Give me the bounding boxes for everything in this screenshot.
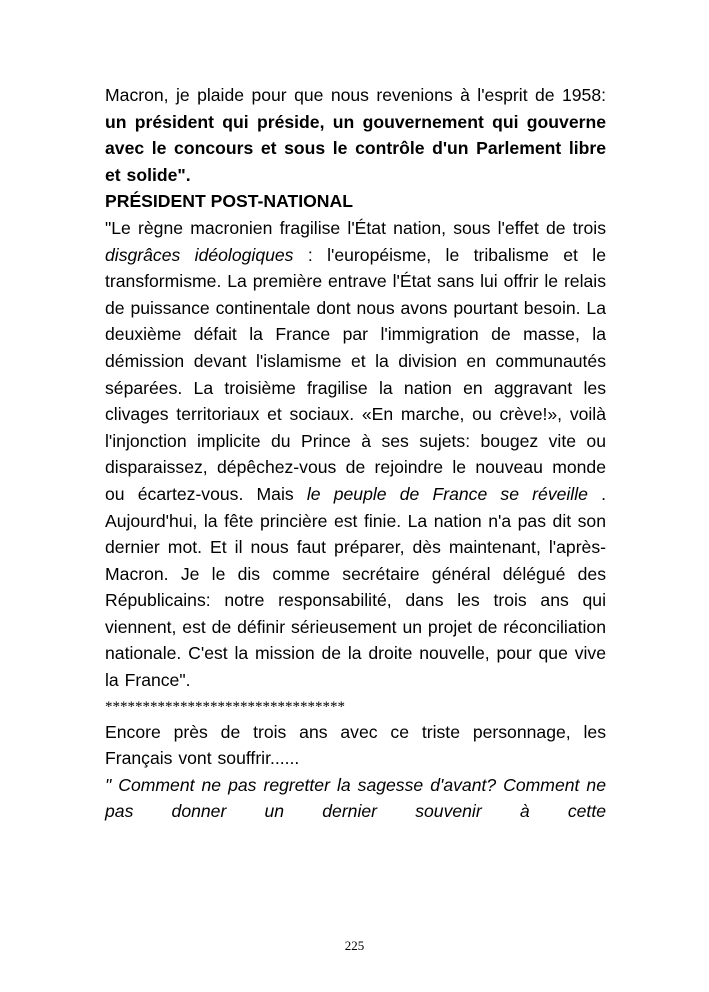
paragraph-commentary bbox=[105, 719, 606, 772]
text-segment: Macron, je plaide pour que nous revenions à l'esprit de 1958: bbox=[105, 85, 606, 105]
paragraph-opening bbox=[105, 82, 606, 188]
text-segment: Encore près de trois ans avec ce triste personnage, les Français vont souffrir...... bbox=[105, 721, 606, 769]
text-segment: " Comment ne pas regretter la sagesse d'avant? Comment ne pas donner un dernier souvenir à cette bbox=[105, 774, 606, 822]
text-segment: ******************************** bbox=[105, 698, 345, 715]
asterisk-separator bbox=[105, 696, 606, 719]
paragraph-italic-quote bbox=[105, 772, 606, 825]
text-segment: "Le règne macronien fragilise l'État nation, sous l'effet de trois bbox=[105, 217, 606, 238]
text-segment: un président qui préside, un gouvernement qui gouverne avec le concours et sous le contrôle d'un Parlement libre et solide". bbox=[105, 111, 606, 185]
text-segment: : l'européisme, le tribalisme et le transformisme. La première entrave l'État sans lui offrir le relais de puissance continentale dont nous avons pourtant besoin. La deuxième défait la France par l'immigration de masse, la démission devant l'islamisme et la division en communautés séparées. La troisième fragilise la nation en aggravant les clivages territoriaux et sociaux. «En marche, ou crève!», voilà l'injonction implicite du Prince à ses sujets: bougez vite ou disparaissez, dépêchez-vous de rejoindre le nouveau monde ou écartez-vous. Mais bbox=[105, 244, 606, 504]
page-number: 225 bbox=[344, 938, 365, 953]
heading-president-post-national bbox=[105, 188, 606, 215]
text-segment: . Aujourd'hui, la fête princière est finie. La nation n'a pas dit son dernier mot. Et il nous faut préparer, dès maintenant, l'après-Macron. Je le dis comme secrétaire général délégué des Républicains: notre responsabilité, dans les trois ans qui viennent, est de définir sérieusement un projet de réconciliation nationale. C'est la mission de la droite nouvelle, pour que vive la France". bbox=[105, 483, 606, 691]
page-content bbox=[105, 82, 606, 825]
text-segment: PRÉSIDENT POST-NATIONAL bbox=[105, 191, 353, 212]
text-segment: le peuple de France se réveille bbox=[306, 483, 588, 504]
text-segment: disgrâces idéologiques bbox=[105, 244, 294, 265]
paragraph-regne-macronien bbox=[105, 215, 606, 694]
